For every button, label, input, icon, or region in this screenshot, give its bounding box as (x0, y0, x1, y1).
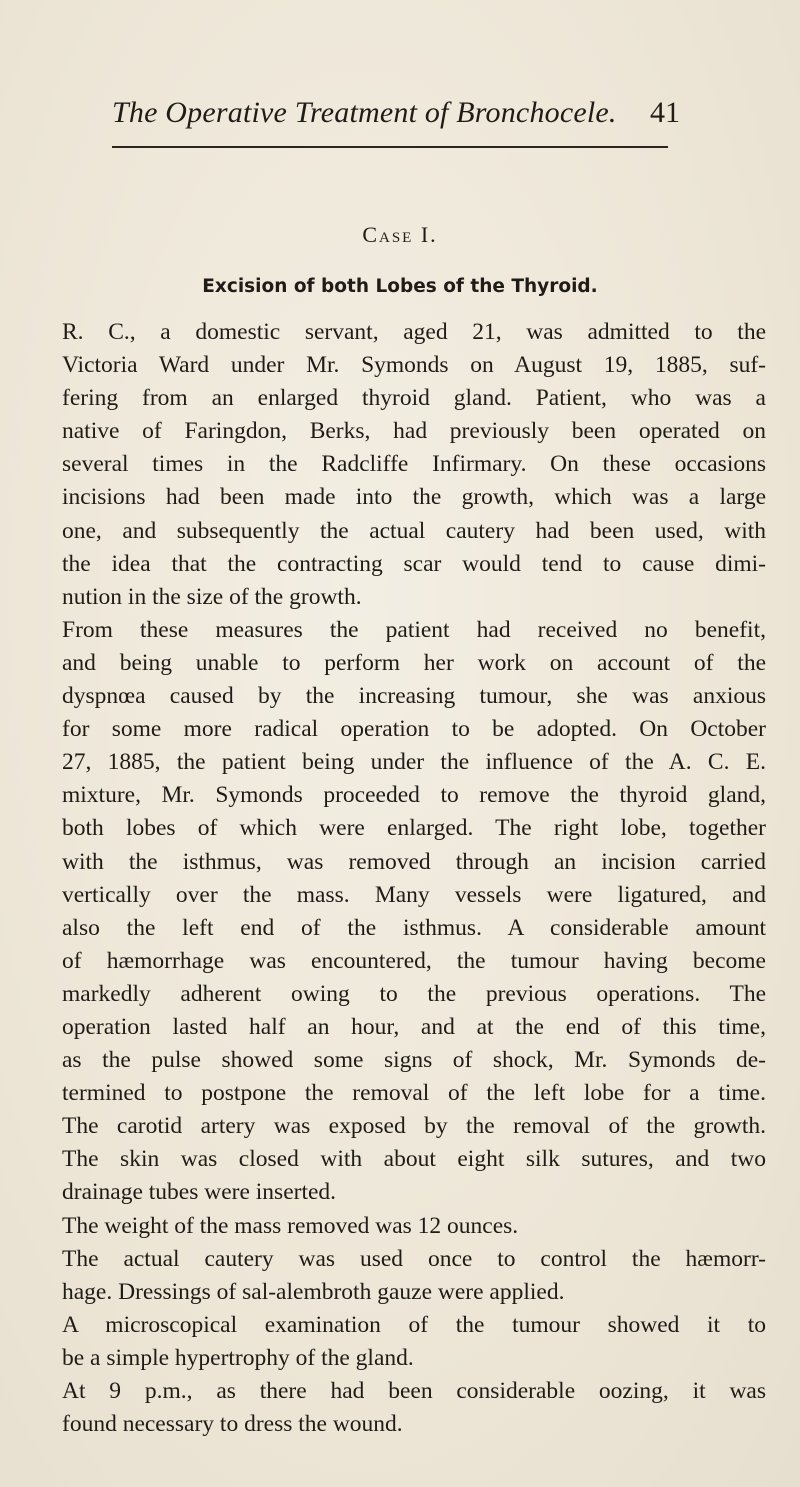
text-line: 27, 1885, the patient being under the influence of the A. C. E. (62, 749, 766, 776)
text-line: be a simple hypertrophy of the gland. (62, 1344, 414, 1371)
text-line: several times in the Radcliffe Infirmary. On these occasions (62, 451, 766, 478)
text-line: the idea that the contracting scar would tend to cause dimi- (62, 550, 766, 577)
body-text (62, 316, 766, 1441)
text-line: of hæmorrhage was encountered, the tumour having become (62, 947, 766, 974)
text-line: A microscopical examination of the tumour showed it to (62, 1311, 766, 1338)
text-line: At 9 p.m., as there had been considerable oozing, it was (62, 1378, 766, 1404)
page-number: 41 (650, 96, 680, 129)
running-title: The Operative Treatment of Bronchocele. (112, 96, 617, 129)
text-line: nution in the size of the growth. (62, 583, 362, 610)
text-line: termined to postpone the removal of the left lobe for a time. (62, 1080, 766, 1107)
paragraph (62, 1375, 766, 1441)
paragraph (62, 316, 766, 614)
case-subtitle: Excision of both Lobes of the Thyroid. (202, 276, 598, 297)
text-line: with the isthmus, was removed through an incision carried (62, 848, 766, 875)
text-line: one, and subsequently the actual cautery had been used, with (62, 517, 766, 544)
text-line: both lobes of which were enlarged. The right lobe, together (62, 815, 766, 842)
text-line: The skin was closed with about eight silk sutures, and two (62, 1146, 766, 1173)
running-head (112, 96, 680, 136)
text-line: drainage tubes were inserted. (62, 1179, 337, 1206)
text-line: From these measures the patient had received no benefit, (62, 616, 766, 643)
text-line: native of Faringdon, Berks, had previously been operated on (62, 418, 766, 445)
text-line: R. C., a domestic servant, aged 21, was admitted to the (62, 319, 766, 345)
text-line: mixture, Mr. Symonds proceeded to remove the thyroid gland, (62, 782, 766, 809)
text-line: also the left end of the isthmus. A considerable amount (62, 914, 766, 941)
paragraph (62, 1243, 766, 1309)
text-line: The weight of the mass removed was 12 ounces. (62, 1212, 519, 1239)
text-line: Victoria Ward under Mr. Symonds on August 19, 1885, suf- (62, 352, 766, 379)
case-heading: Case I. (362, 222, 438, 247)
text-line: hage. Dressings of sal-alembroth gauze were applied. (62, 1278, 565, 1305)
paragraph (62, 1210, 766, 1243)
text-line: incisions had been made into the growth, which was a large (62, 484, 766, 511)
text-line: dyspnœa caused by the increasing tumour, she was anxious (62, 683, 766, 710)
text-line: The carotid artery was exposed by the removal of the growth. (62, 1113, 766, 1140)
text-line: for some more radical operation to be adopted. On October (62, 716, 766, 743)
paragraph (62, 614, 766, 1210)
header-rule (112, 146, 668, 148)
text-line: as the pulse showed some signs of shock, Mr. Symonds de- (62, 1047, 766, 1074)
text-line: vertically over the mass. Many vessels were ligatured, and (62, 881, 766, 908)
text-line: found necessary to dress the wound. (62, 1411, 403, 1438)
paragraph (62, 1309, 766, 1375)
text-line: operation lasted half an hour, and at the end of this time, (62, 1013, 766, 1040)
text-line: fering from an enlarged thyroid gland. Patient, who was a (62, 385, 766, 412)
text-line: and being unable to perform her work on account of the (62, 649, 766, 676)
text-line: markedly adherent owing to the previous operations. The (62, 980, 766, 1007)
text-line: The actual cautery was used once to control the hæmorr- (62, 1245, 766, 1272)
